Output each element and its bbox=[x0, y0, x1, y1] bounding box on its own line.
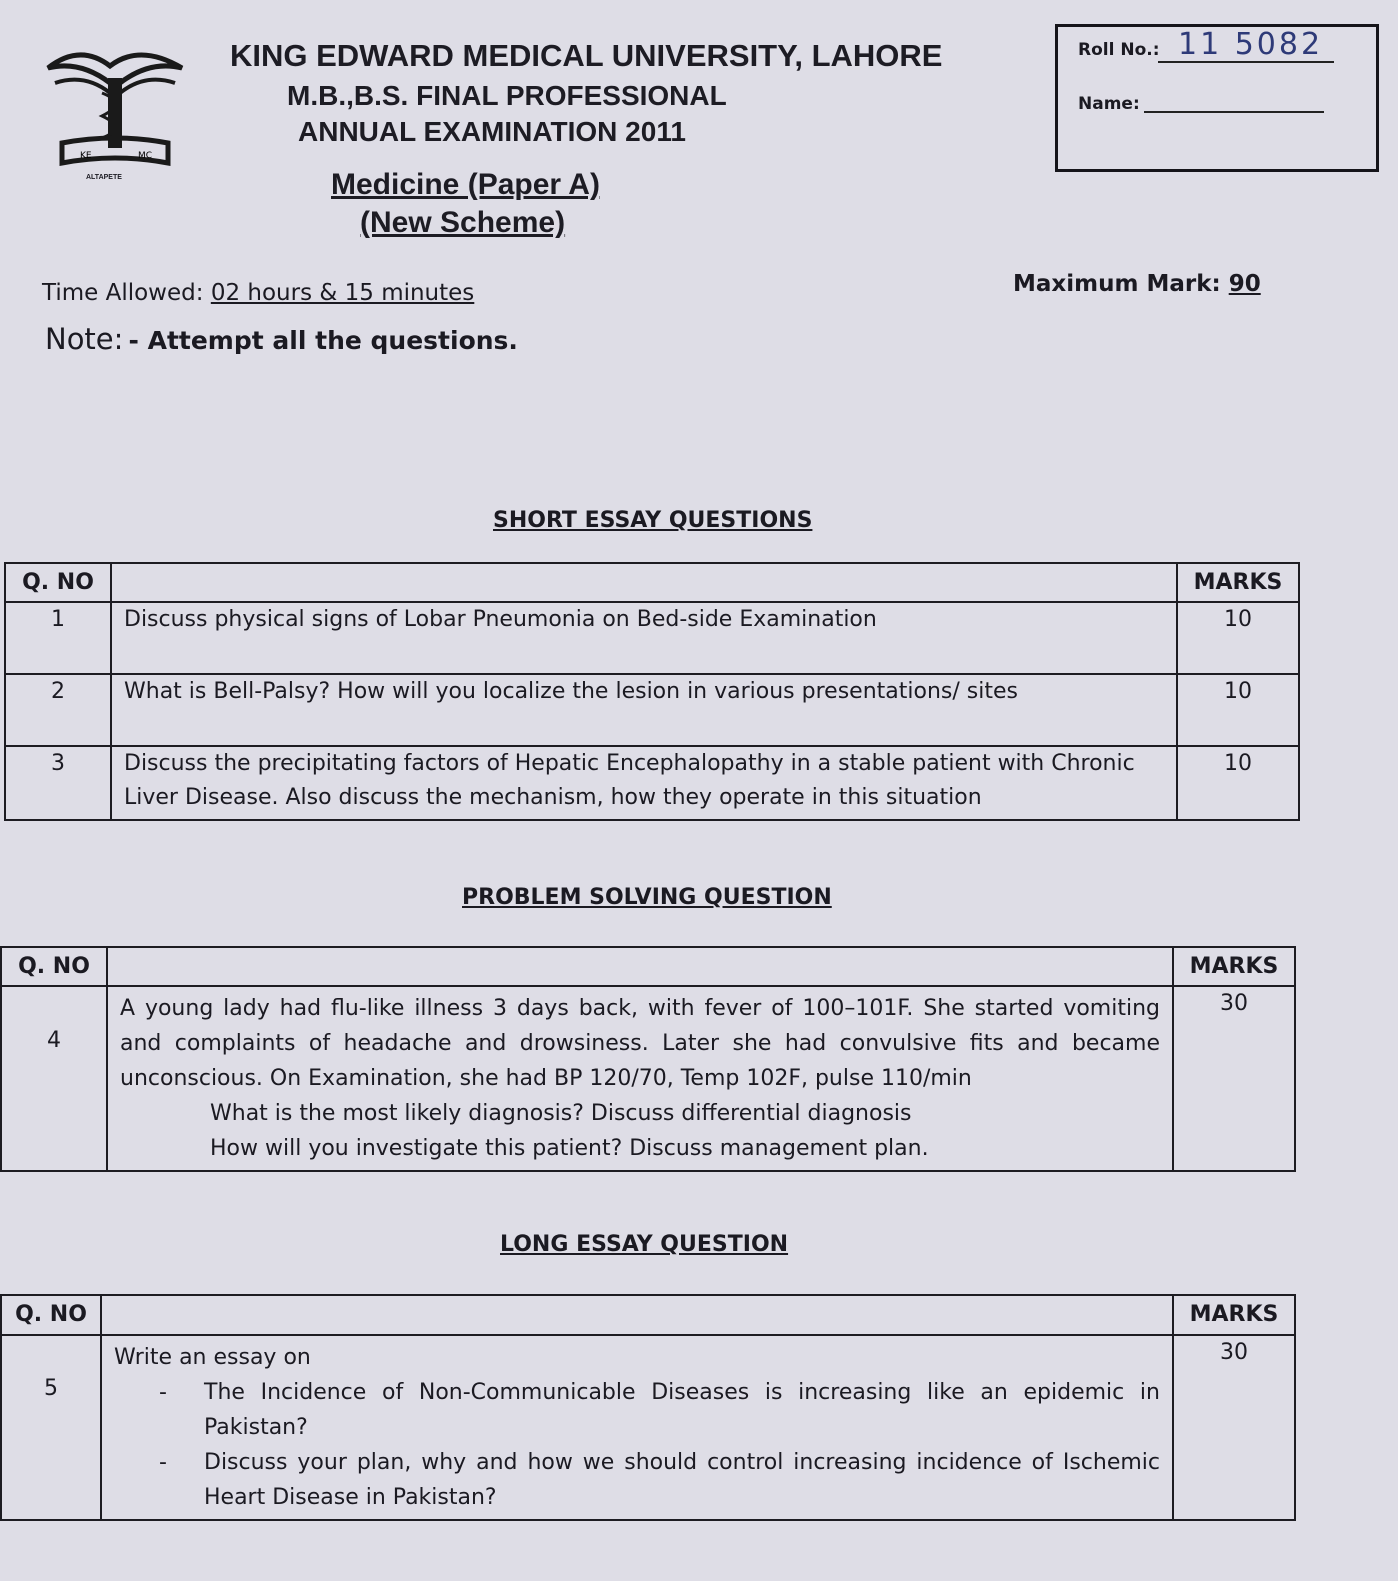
question-text bbox=[107, 986, 1173, 1171]
col-marks-header: MARKS bbox=[1173, 1295, 1295, 1335]
university-logo bbox=[40, 38, 190, 188]
col-qno-header: Q. NO bbox=[1, 947, 107, 986]
col-question-header bbox=[107, 947, 1173, 986]
question-number: 4 bbox=[1, 986, 107, 1171]
time-value: 02 hours & 15 minutes bbox=[210, 280, 475, 306]
question-number: 1 bbox=[5, 602, 111, 674]
table-row bbox=[5, 602, 1299, 674]
question-marks: 10 bbox=[1177, 602, 1299, 674]
table-row bbox=[5, 746, 1299, 820]
question-number: 2 bbox=[5, 674, 111, 746]
roll-number-handwritten: 11 5082 bbox=[1178, 27, 1324, 62]
sub-question-2: How will you investigate this patient? Discuss management plan. bbox=[210, 1136, 929, 1161]
col-qno-header: Q. NO bbox=[1, 1295, 101, 1335]
bullet-dash: - bbox=[159, 1450, 167, 1475]
question-number: 3 bbox=[5, 746, 111, 820]
col-question-header bbox=[101, 1295, 1173, 1335]
col-marks-header: MARKS bbox=[1173, 947, 1295, 986]
short-essay-heading: SHORT ESSAY QUESTIONS bbox=[493, 508, 813, 533]
maximum-mark bbox=[1013, 271, 1261, 297]
university-name: KING EDWARD MEDICAL UNIVERSITY, LAHORE bbox=[230, 38, 943, 73]
problem-solving-heading: PROBLEM SOLVING QUESTION bbox=[462, 885, 832, 910]
exam-title: ANNUAL EXAMINATION 2011 bbox=[298, 116, 686, 147]
question-marks: 30 bbox=[1173, 1335, 1295, 1520]
subject-title: Medicine (Paper A) bbox=[331, 168, 600, 201]
question-marks: 10 bbox=[1177, 674, 1299, 746]
col-marks-header: MARKS bbox=[1177, 563, 1299, 602]
logo-initial-ke: KE bbox=[80, 151, 92, 161]
time-label: Time Allowed: bbox=[42, 280, 204, 306]
table-row bbox=[1, 1335, 1295, 1520]
col-qno-header: Q. NO bbox=[5, 563, 111, 602]
essay-bullet-1 bbox=[114, 1375, 1160, 1445]
case-stem: A young lady had flu-like illness 3 days back, with fever of 100–101F. She started vomiting and complaints of headache and drowsiness. Later she had convulsive fits and became unconscious. On Examination, she had BP 120/70, Temp 102F, pulse 110/min bbox=[120, 996, 1160, 1091]
time-allowed bbox=[42, 280, 474, 306]
problem-solving-table bbox=[0, 946, 1296, 1172]
program-title: M.B.,B.S. FINAL PROFESSIONAL bbox=[287, 80, 727, 111]
scheme-title: (New Scheme) bbox=[360, 206, 566, 239]
question-text bbox=[101, 1335, 1173, 1520]
long-essay-heading: LONG ESSAY QUESTION bbox=[500, 1232, 789, 1257]
question-text: Discuss physical signs of Lobar Pneumonia on Bed-side Examination bbox=[111, 602, 1177, 674]
logo-initial-mc: MC bbox=[138, 151, 153, 161]
roll-label: Roll No.: bbox=[1078, 40, 1160, 60]
max-mark-value: 90 bbox=[1228, 271, 1261, 297]
question-text: What is Bell-Palsy? How will you localize the lesion in various presentations/ sites bbox=[111, 674, 1177, 746]
bullet-text: The Incidence of Non-Communicable Diseases is increasing like an epidemic in Pakistan? bbox=[204, 1380, 1160, 1440]
question-number: 5 bbox=[1, 1335, 101, 1520]
question-marks: 30 bbox=[1173, 986, 1295, 1171]
sub-question-1: What is the most likely diagnosis? Discuss differential diagnosis bbox=[210, 1101, 912, 1126]
essay-bullet-2 bbox=[114, 1445, 1160, 1515]
max-mark-label: Maximum Mark: bbox=[1013, 271, 1221, 297]
table-row bbox=[1, 986, 1295, 1171]
question-text: Discuss the precipitating factors of Hepatic Encephalopathy in a stable patient with Chronic Liver Disease. Also discuss the mechanism, how they operate in this situation bbox=[111, 746, 1177, 820]
name-line[interactable] bbox=[1144, 89, 1324, 113]
bullet-text: Discuss your plan, why and how we should control increasing incidence of Ischemic Heart Disease in Pakistan? bbox=[204, 1450, 1160, 1510]
note bbox=[45, 322, 518, 356]
question-marks: 10 bbox=[1177, 746, 1299, 820]
name-label: Name: bbox=[1078, 94, 1140, 114]
logo-motto: ALTAPETE bbox=[86, 174, 122, 181]
short-essay-table bbox=[4, 562, 1300, 821]
bullet-dash: - bbox=[159, 1380, 167, 1405]
table-row bbox=[5, 674, 1299, 746]
long-essay-table bbox=[0, 1294, 1296, 1521]
candidate-box bbox=[1055, 24, 1379, 172]
note-text: - Attempt all the questions. bbox=[128, 326, 518, 355]
col-question-header bbox=[111, 563, 1177, 602]
note-label: Note: bbox=[45, 322, 124, 356]
essay-intro: Write an essay on bbox=[114, 1345, 311, 1370]
